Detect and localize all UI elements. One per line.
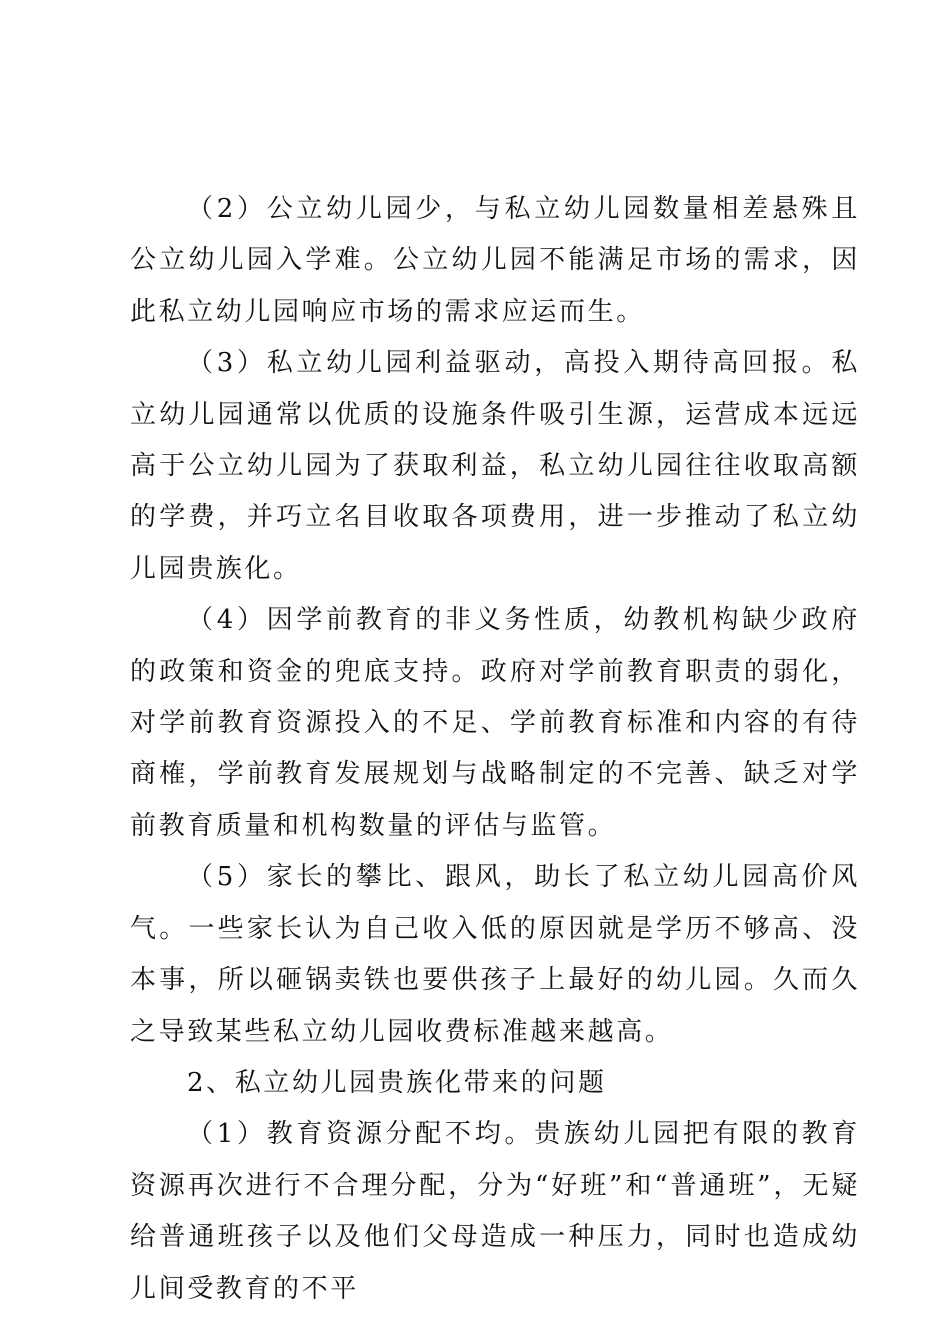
paragraph-2: （2）公立幼儿园少，与私立幼儿园数量相差悬殊且公立幼儿园入学难。公立幼儿园不能满足市场的需求，因此私立幼儿园响应市场的需求应运而生。 [130,194,860,327]
paragraph-problem-1: （1）教育资源分配不均。贵族幼儿园把有限的教育资源再次进行不合理分配，分为“好班”和“普通班”，无疑给普通班孩子以及他们父母造成一种压力，同时也造成幼儿间受教育的不平 [130,1119,860,1304]
document-body [130,184,860,1315]
paragraph-3: （3）私立幼儿园利益驱动，高投入期待高回报。私立幼儿园通常以优质的设施条件吸引生源，运营成本远远高于公立幼儿园为了获取利益，私立幼儿园往往收取高额的学费，并巧立名目收取各项费用，进一步推动了私立幼儿园贵族化。 [130,348,860,584]
section-heading: 2、私立幼儿园贵族化带来的问题 [187,1067,607,1098]
paragraph-4: （4）因学前教育的非义务性质，幼教机构缺少政府的政策和资金的兜底支持。政府对学前教育职责的弱化，对学前教育资源投入的不足、学前教育标准和内容的有待商榷，学前教育发展规划与战略制定的不完善、缺乏对学前教育质量和机构数量的评估与监管。 [130,605,860,841]
paragraph-5: （5）家长的攀比、跟风，助长了私立幼儿园高价风气。一些家长认为自己收入低的原因就是学历不够高、没本事，所以砸锅卖铁也要供孩子上最好的幼儿园。久而久之导致某些私立幼儿园收费标准越来越高。 [130,862,860,1047]
